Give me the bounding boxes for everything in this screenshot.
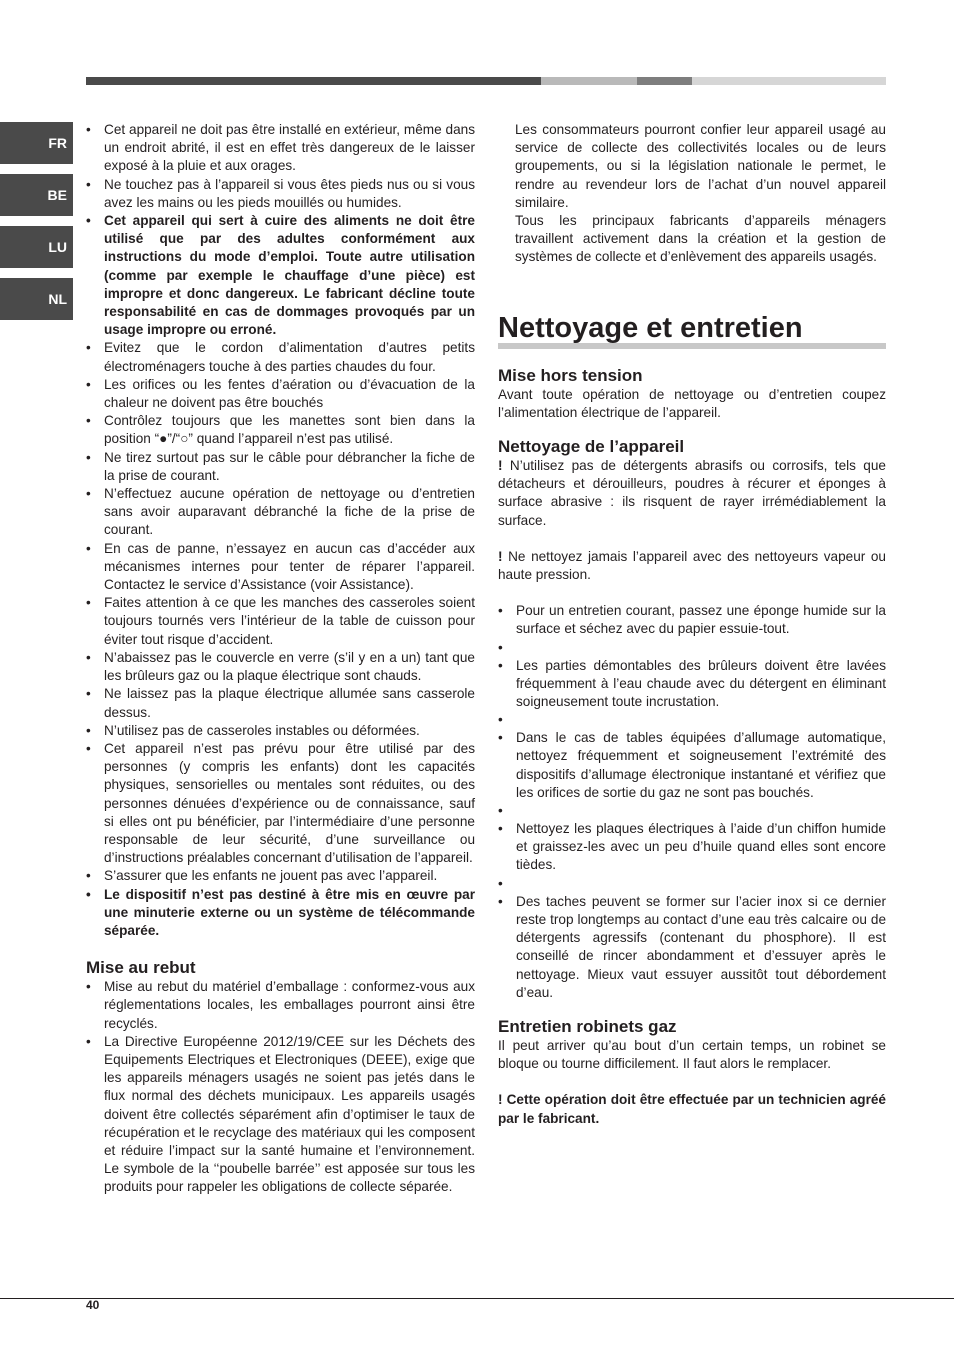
cleaning-item: • Des taches peuvent se former sur l’acier inox si ce dernier reste trop longtemps au contact d’une eau très calcaire ou de détergents agressifs (contenant du phosphore). Il est conseillé de rincer abondamment et d’essuyer après le nettoyage. Mieux vaut essuyer aussitôt tout débordement d’eau. (498, 893, 886, 1002)
power-heading: Mise hors tension (498, 365, 643, 385)
power-text: Avant toute opération de nettoyage ou d’entretien coupez l’alimentation électrique de l’appareil. (498, 386, 886, 420)
disposal-list (86, 978, 475, 1196)
safety-item: • Le dispositif n’est pas destiné à être mis en œuvre par une minuterie externe ou un système de télécommande séparée. (86, 886, 475, 941)
spacer (498, 639, 886, 657)
safety-item: • Cet appareil qui sert à cuire des aliments ne doit être utilisé que par des adultes conformément aux instructions du mode d’emploi. Toute autre utilisation (comme par exemple le chauffage d’une pièce) est impropre et donc dangereux. Le fabricant décline toute responsabilité en cas de dommages provoqués par un usage impropre ou erroné. (86, 212, 475, 339)
safety-item: • Ne touchez pas à l’appareil si vous êtes pieds nus ou si vous avez les mains ou les pieds mouillés ou humides. (86, 176, 475, 212)
safety-item: • Ne tirez surtout pas sur le câble pour débrancher la fiche de la prise de courant. (86, 449, 475, 485)
header-color-bar (86, 77, 886, 85)
cleaning-heading: Nettoyage de l’appareil (498, 437, 685, 457)
safety-item: • N’abaissez pas le couvercle en verre (s’il y en a un) tant que les brûleurs gaz ou la plaque électrique sont chauds. (86, 649, 475, 685)
taps-heading: Entretien robinets gaz (498, 1016, 677, 1036)
header-bar-segment (692, 77, 886, 85)
taps-warning (498, 1091, 886, 1127)
disposal-continued-text: Tous les principaux fabricants d’appareils ménagers travaillent activement dans la création et la gestion de systèmes de collecte et d’enlèvement des appareils usagés. (515, 213, 886, 265)
disposal-continued-text: Les consommateurs pourront confier leur appareil usagé au service de collecte des collectivités locales ou de leurs groupements, ou si la législation nationale le permet, le rendre au revendeur lors de l’achat d’un nouvel appareil similaire. (515, 122, 886, 210)
safety-item: • En cas de panne, n’essayez en aucun cas d’accéder aux mécanismes internes pour tenter de réparer l’appareil. Contactez le service d’Assistance (voir Assistance). (86, 540, 475, 595)
safety-item: • Les orifices ou les fentes d’aération ou d’évacuation de la chaleur ne doivent pas être bouchés (86, 376, 475, 412)
warning-icon: ! (498, 458, 503, 474)
disposal-item: • La Directive Européenne 2012/19/CEE sur les Déchets des Equipements Electriques et Electroniques (DEEE), exige que les appareils ménagers usagés ne soient pas jetés dans le flux normal des déchets municipaux. Les appareils usagés doivent être collectés séparément afin d’optimiser le taux de récupération et le recyclage des matériaux qui les composent et réduire l’impact sur la santé humaine et l’environnement. Le symbole de la ‘‘poubelle barrée’’ est apposée sur tous les produits pour rappeler les obligations de collecte séparée. (86, 1033, 475, 1197)
disposal-heading: Mise au rebut (86, 958, 196, 978)
safety-item: • Cet appareil n’est pas prévu pour être utilisé par des personnes (y compris les enfants) dont les capacités physiques, sensorielles ou mentales sont réduites, ou des personnes dénuées d’expérience ou de connaissance, sauf si elles ont pu bénéficier, par l’intermédiaire d’une personne responsable de leur sécurité, d’une surveillance ou d’instructions préalables concernant d’utilisation de l’appareil. (86, 740, 475, 867)
taps-text: Il peut arriver qu’au bout d’un certain temps, un robinet se bloque ou tourne difficilement. Il faut alors le remplacer. (498, 1037, 886, 1072)
spacer (498, 875, 886, 893)
language-tabs (0, 122, 73, 330)
warning-icon: ! (498, 548, 503, 564)
cleaning-warning (498, 548, 886, 584)
section-title: Nettoyage et entretien (498, 313, 886, 349)
safety-item: • Evitez que le cordon d’alimentation d’autres petits électroménagers touche à des parties chaudes du four. (86, 339, 475, 375)
left-column (86, 121, 475, 1197)
cleaning-item: • Pour un entretien courant, passez une éponge humide sur la surface et séchez avec du papier essuie-tout. (498, 602, 886, 638)
warning-icon: ! (498, 1092, 503, 1108)
lang-tab-nl[interactable]: NL (0, 278, 73, 320)
safety-list (86, 121, 475, 940)
cleaning-warning (498, 457, 886, 530)
cleaning-list (498, 602, 886, 1002)
safety-item: • Faites attention à ce que les manches des casseroles soient toujours tournés vers l’intérieur de la table de cuisson pour éviter tout risque d’accident. (86, 594, 475, 649)
safety-item: • S’assurer que les enfants ne jouent pas avec l’appareil. (86, 867, 475, 885)
safety-item: • N’effectuez aucune opération de nettoyage ou d’entretien sans avoir auparavant débranché la fiche de la prise de courant. (86, 485, 475, 540)
safety-item: • Contrôlez toujours que les manettes sont bien dans la position “●”/“○” quand l’appareil n’est pas utilisé. (86, 412, 475, 448)
spacer (498, 802, 886, 820)
right-column (498, 121, 886, 1128)
spacer (498, 711, 886, 729)
taps-warning-text: Cette opération doit être effectuée par un technicien agréé par le fabricant. (498, 1092, 886, 1126)
warning-text: Ne nettoyez jamais l’appareil avec des nettoyeurs vapeur ou haute pression. (498, 548, 886, 583)
header-bar-segment (637, 77, 692, 85)
header-bar-segment (541, 77, 637, 85)
lang-tab-be[interactable]: BE (0, 174, 73, 216)
safety-item: • N’utilisez pas de casseroles instables ou déformées. (86, 722, 475, 740)
lang-tab-lu[interactable]: LU (0, 226, 73, 268)
safety-item: • Ne laissez pas la plaque électrique allumée sans casserole dessus. (86, 685, 475, 721)
cleaning-item: • Dans le cas de tables équipées d’allumage automatique, nettoyez fréquemment et soigneusement l’extrémité des dispositifs d’allumage électronique instantané et vérifiez que les orifices de sortie du gaz ne sont pas bouchés. (498, 729, 886, 802)
warning-text: N’utilisez pas de détergents abrasifs ou corrosifs, tels que détacheurs et dérouilleurs, poudres à récurer et éponges à surface abrasive : ils risquent de rayer irrémédiablement la surface. (498, 458, 886, 528)
lang-tab-fr[interactable]: FR (0, 122, 73, 164)
cleaning-item: • Les parties démontables des brûleurs doivent être lavées fréquemment à l’eau chaude avec du détergent en éliminant soigneusement toute incrustation. (498, 657, 886, 712)
footer-rule (0, 1298, 954, 1299)
cleaning-item: • Nettoyez les plaques électriques à l’aide d’un chiffon humide et graissez-les avec un peu d’huile quand elles sont encore tièdes. (498, 820, 886, 875)
header-bar-segment (86, 77, 541, 85)
disposal-item: • Mise au rebut du matériel d’emballage : conformez-vous aux réglementations locales, les emballages pourront ainsi être recyclés. (86, 978, 475, 1033)
page-number: 40 (86, 1298, 100, 1312)
safety-item: • Cet appareil ne doit pas être installé en extérieur, même dans un endroit abrité, il est en effet très dangereux de le laisser exposé à la pluie et aux orages. (86, 121, 475, 176)
